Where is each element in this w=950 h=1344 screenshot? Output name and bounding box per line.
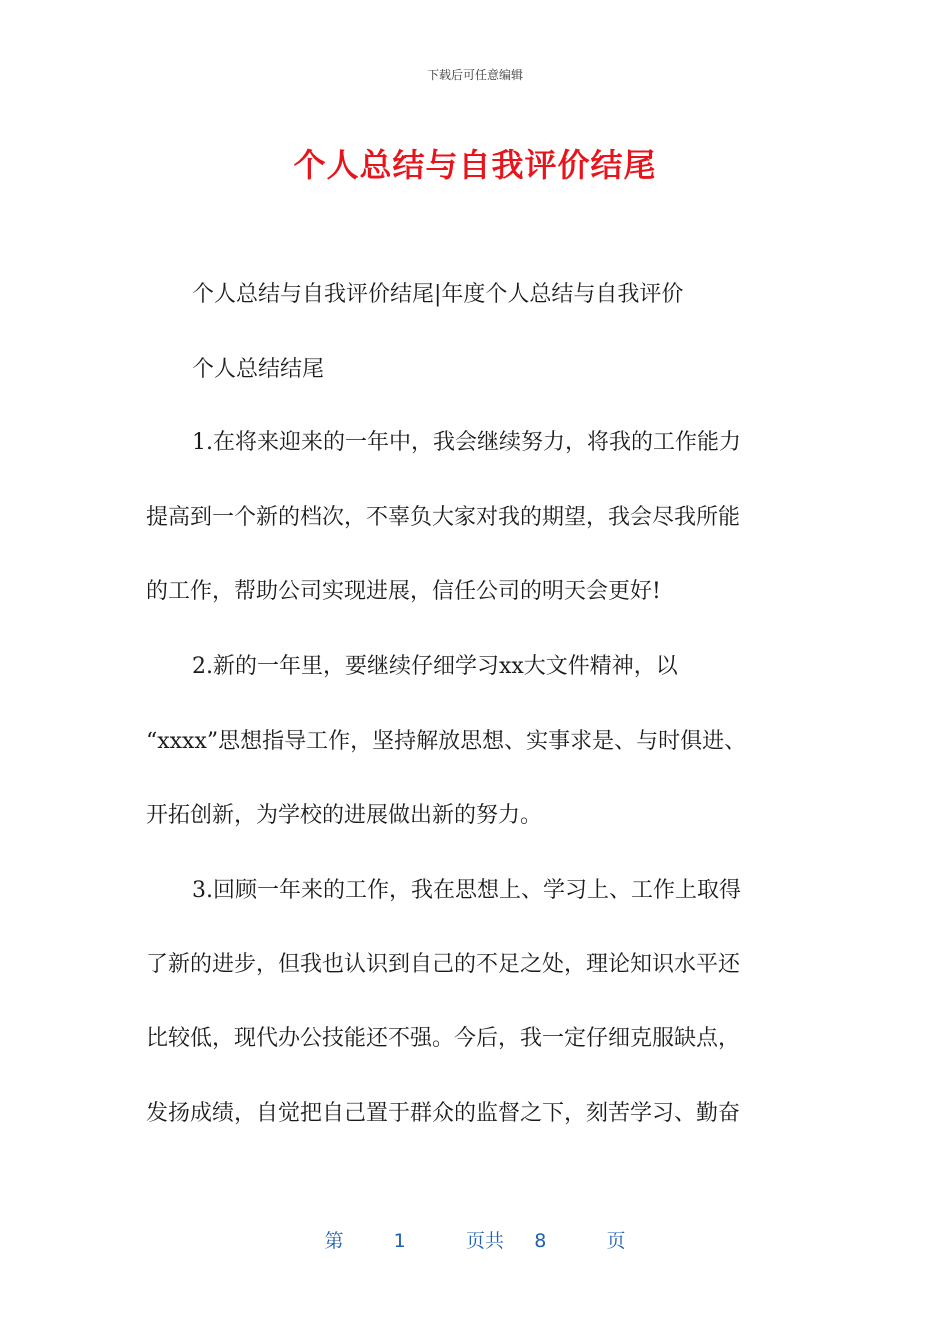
page-label-middle: 页共 — [466, 1230, 505, 1252]
page-label-prefix: 第 — [324, 1230, 344, 1252]
document-title: 个人总结与自我评价结尾 — [293, 146, 657, 184]
paragraph-line: 了新的进步，但我也认识到自己的不足之处，理论知识水平还 — [146, 952, 741, 977]
paragraph-line: 提高到一个新的档次，不辜负大家对我的期望，我会尽我所能 — [146, 505, 741, 530]
header-note: 下载后可任意编辑 — [426, 68, 523, 82]
current-page-number: 1 — [393, 1230, 406, 1252]
subtitle-line: 个人总结与自我评价结尾|年度个人总结与自我评价 — [192, 282, 684, 307]
paragraph-line: 的工作，帮助公司实现进展，信任公司的明天会更好! — [146, 579, 661, 604]
page-label-suffix: 页 — [606, 1230, 626, 1252]
total-pages-number: 8 — [534, 1230, 547, 1252]
paragraph-line: 发扬成绩，自觉把自己置于群众的监督之下，刻苦学习、勤奋 — [146, 1101, 741, 1126]
paragraph-line: “xxxx”思想指导工作，坚持解放思想、实事求是、与时俱进、 — [146, 729, 747, 754]
paragraph-line: 1.在将来迎来的一年中，我会继续努力，将我的工作能力 — [192, 430, 741, 455]
paragraph-line: 3.回顾一年来的工作，我在思想上、学习上、工作上取得 — [192, 878, 741, 903]
page-footer — [0, 1226, 950, 1253]
section-heading: 个人总结结尾 — [192, 357, 325, 382]
paragraph-line: 比较低，现代办公技能还不强。今后，我一定仔细克服缺点， — [146, 1026, 741, 1051]
paragraph-line: 开拓创新，为学校的进展做出新的努力。 — [146, 803, 543, 828]
paragraph-line: 2.新的一年里，要继续仔细学习xx大文件精神，以 — [192, 654, 678, 679]
